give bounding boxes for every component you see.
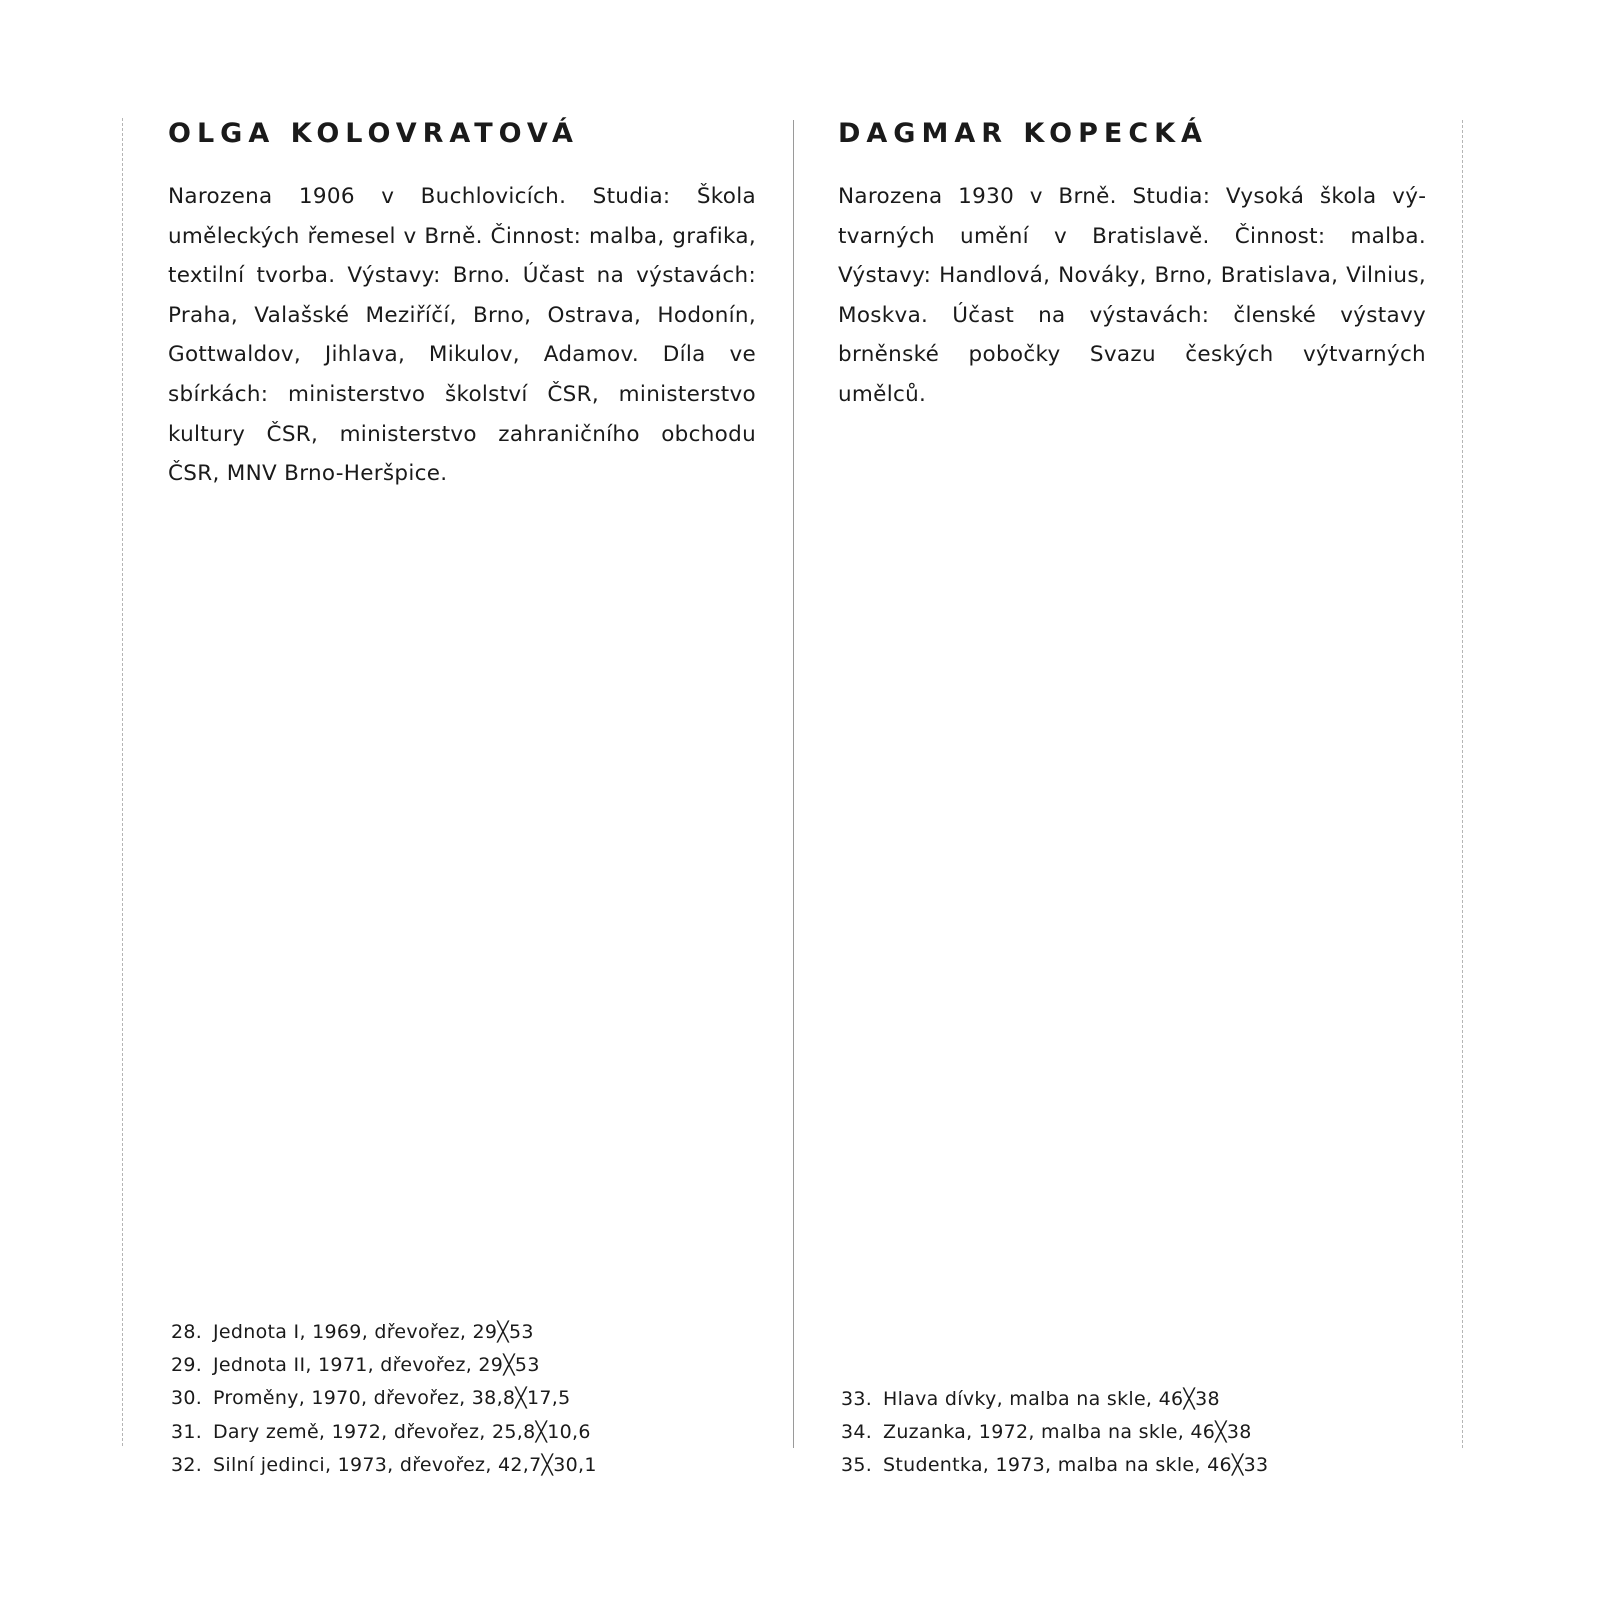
work-description: Dary země, 1972, dřevořez, 25,8╳10,6	[213, 1420, 591, 1443]
work-item	[171, 1416, 731, 1449]
work-item	[171, 1349, 731, 1382]
work-item	[171, 1449, 731, 1482]
right-margin-rule	[1462, 120, 1463, 1448]
work-item	[841, 1416, 1401, 1449]
work-number: 33.	[841, 1388, 873, 1410]
work-description: Proměny, 1970, dřevořez, 38,8╳17,5	[213, 1387, 571, 1410]
center-column-rule	[793, 120, 794, 1448]
artist-biography: Narozena 1906 v Buchlovicích. Studia: Škola uměleckých řemesel v Brně. Činnost: malba, grafika, textilní tvorba. Výstavy: Brno. Účast na výstavách: Praha, Valašské Meziříčí, Brno, Ostrava, Hodonín, Gottwaldov, Jihlava, Mikulov, Adamov. Díla ve sbírkách: ministerstvo školství ČSR, ministerstvo kultury ČSR, ministerstvo zahraničního obchodu ČSR, MNV Brno-Heršpice.	[168, 184, 756, 487]
work-description: Jednota II, 1971, dřevořez, 29╳53	[213, 1354, 540, 1377]
work-description: Jednota I, 1969, dřevořez, 29╳53	[213, 1321, 534, 1343]
artist-name: DAGMAR KOPECKÁ	[838, 118, 1208, 149]
artist-entry-kopecka	[838, 114, 1426, 415]
work-item	[171, 1382, 731, 1415]
work-item	[841, 1383, 1401, 1416]
artist-name: OLGA KOLOVRATOVÁ	[168, 118, 579, 149]
left-margin-rule	[122, 118, 123, 1446]
work-number: 30.	[171, 1387, 203, 1410]
work-number: 32.	[171, 1453, 203, 1476]
work-number: 35.	[841, 1454, 873, 1477]
work-number: 29.	[171, 1354, 203, 1377]
work-number: 34.	[841, 1421, 873, 1444]
works-list-kolovratova	[171, 1316, 731, 1482]
work-description: Studentka, 1973, malba na skle, 46╳33	[883, 1454, 1269, 1477]
work-description: Silní jedinci, 1973, dřevořez, 42,7╳30,1	[213, 1453, 597, 1476]
work-item	[171, 1316, 731, 1349]
work-number: 31.	[171, 1420, 203, 1443]
work-item	[841, 1449, 1401, 1482]
work-number: 28.	[171, 1321, 203, 1343]
artist-entry-kolovratova	[168, 114, 756, 494]
artist-biography: Narozena 1930 v Brně. Studia: Vysoká škola výtvarných umění v Bratislavě. Činnost: malba. Výstavy: Handlová, Nováky, Brno, Bratislava, Vilnius, Moskva. Účast na výstavách: členské výstavy brněnské pobočky Svazu českých výtvarných umělců.	[838, 184, 1426, 407]
work-description: Zuzanka, 1972, malba na skle, 46╳38	[883, 1421, 1252, 1444]
work-description: Hlava dívky, malba na skle, 46╳38	[883, 1388, 1220, 1410]
works-list-kopecka	[841, 1383, 1401, 1483]
